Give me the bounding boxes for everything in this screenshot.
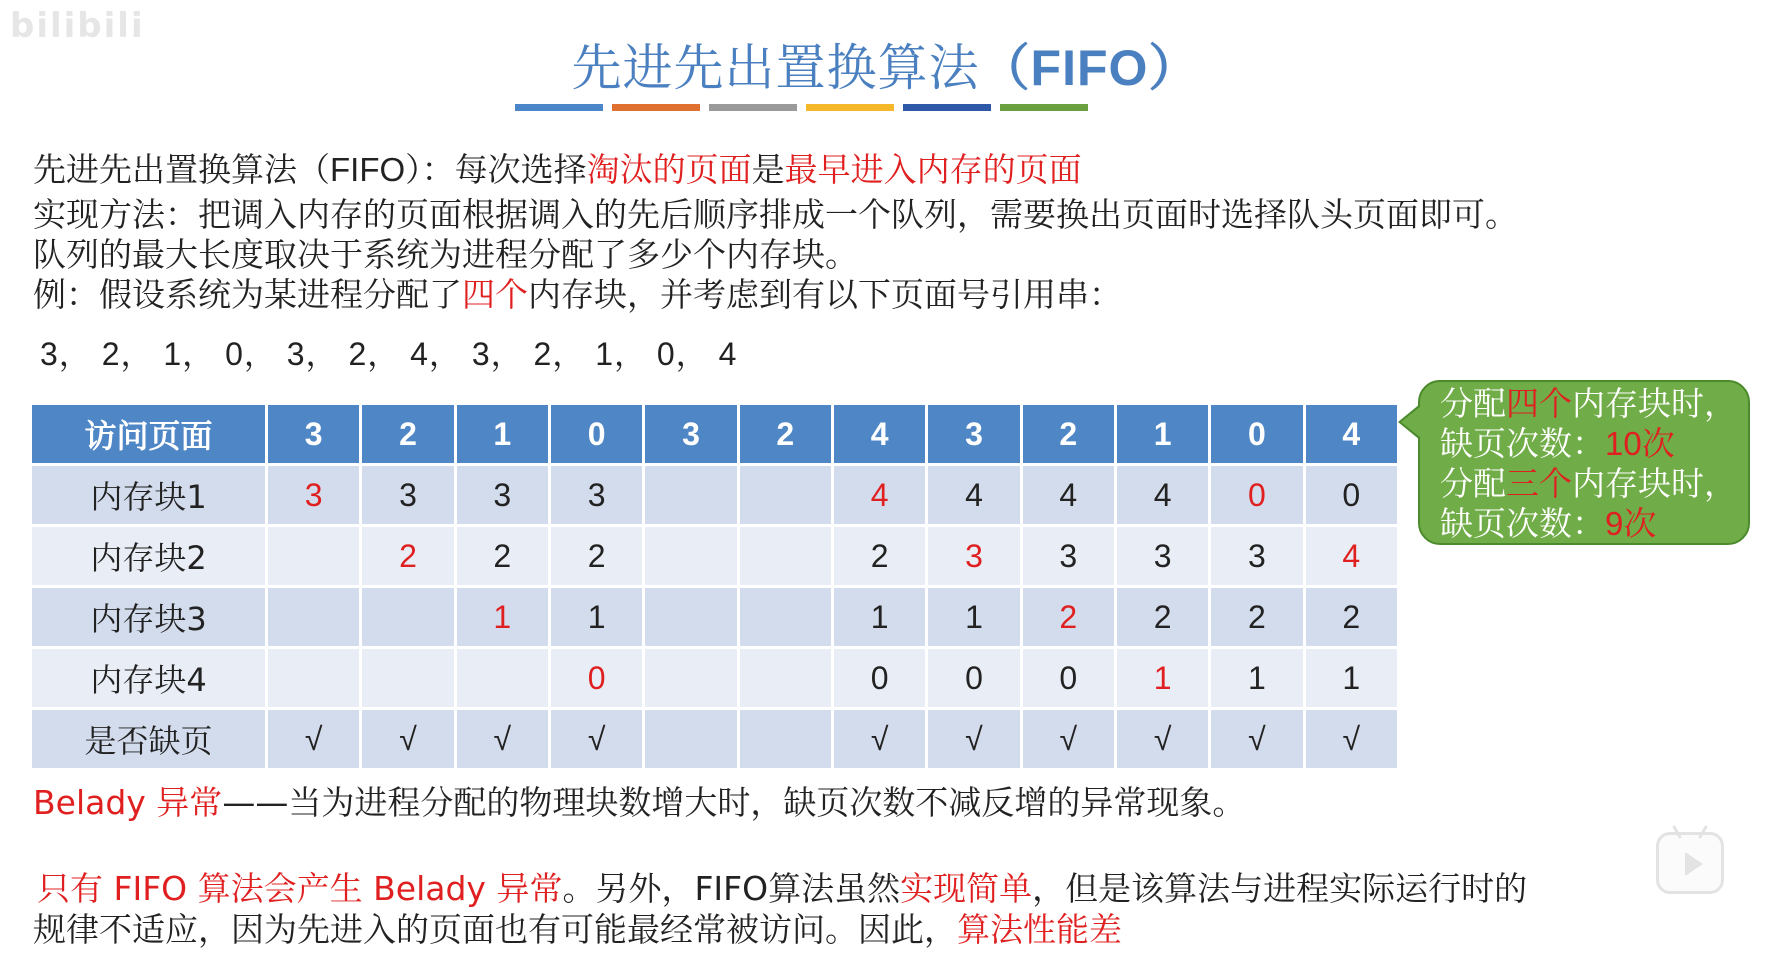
table-cell: 4 — [1021, 465, 1115, 526]
table-cell: 1 — [549, 587, 643, 648]
page-title — [0, 28, 1771, 100]
table-cell: √ — [832, 709, 926, 770]
table-cell: 1 — [1210, 648, 1304, 709]
header-page-8: 3 — [927, 404, 1021, 465]
table-cell — [738, 709, 832, 770]
intro-l1-d: 淘汰的页面 — [586, 150, 752, 189]
conclusion-l1b: 。另外，FIFO算法虽然 — [562, 869, 901, 908]
conclusion-line-1 — [37, 863, 1527, 910]
table-cell: 2 — [1021, 587, 1115, 648]
table-cell: 3 — [549, 465, 643, 526]
table-cell: 2 — [1304, 587, 1398, 648]
table-cell: √ — [1115, 709, 1209, 770]
table-cell — [644, 465, 738, 526]
table-cell: 1 — [455, 587, 549, 648]
table-row — [31, 587, 1399, 648]
callout-l2b: 10次 — [1605, 425, 1675, 462]
header-page-12: 4 — [1304, 404, 1398, 465]
callout-l4a: 缺页次数： — [1440, 504, 1605, 543]
table-cell: 2 — [832, 526, 926, 587]
table-row — [31, 465, 1399, 526]
header-page-10: 1 — [1115, 404, 1209, 465]
table-cell: √ — [267, 709, 361, 770]
color-bar-5 — [903, 104, 991, 111]
table-row — [31, 526, 1399, 587]
header-label: 访问页面 — [31, 404, 267, 465]
belady-desc: ——当为进程分配的物理块数增大时，缺页次数不减反增的异常现象。 — [222, 783, 1246, 822]
header-page-4: 0 — [549, 404, 643, 465]
intro-line-4 — [33, 275, 1122, 315]
table-row — [31, 648, 1399, 709]
row-label: 内存块3 — [31, 587, 267, 648]
color-bar-3 — [709, 104, 797, 111]
table-cell: 3 — [927, 526, 1021, 587]
table-cell — [267, 526, 361, 587]
intro-l1-e: 是 — [751, 150, 785, 189]
header-page-1: 3 — [267, 404, 361, 465]
callout-line-2 — [1440, 424, 1738, 464]
header-page-3: 1 — [455, 404, 549, 465]
title-en: （FIFO） — [979, 40, 1200, 96]
reference-string: 3， 2， 1， 0， 3， 2， 4， 3， 2， 1， 0， 4 — [40, 336, 738, 372]
conclusion-l1d: ，但是该算法与进程实际运行时的 — [1032, 869, 1528, 908]
table-cell: 4 — [832, 465, 926, 526]
table-cell: √ — [1210, 709, 1304, 770]
callout-l1b: 四个 — [1506, 384, 1572, 423]
intro-line-1 — [33, 150, 1082, 190]
table-cell — [361, 648, 455, 709]
intro-line-2: 实现方法：把调入内存的页面根据调入的先后顺序排成一个队列，需要换出页面时选择队头页面即可。 — [33, 195, 1518, 234]
table-cell — [455, 648, 549, 709]
table-cell: 0 — [1304, 465, 1398, 526]
table-cell: 0 — [832, 648, 926, 709]
intro-l4-a: 例：假设系统为某进程分配了 — [33, 275, 462, 314]
title-zh: 先进先出置换算法 — [571, 39, 980, 97]
callout-l4b: 9次 — [1605, 505, 1657, 542]
table-cell: √ — [361, 709, 455, 770]
table-cell — [644, 648, 738, 709]
intro-l1-b: （FIFO） — [297, 151, 422, 188]
table-cell: 3 — [267, 465, 361, 526]
table-cell: 2 — [549, 526, 643, 587]
table-cell — [267, 648, 361, 709]
table-cell: √ — [927, 709, 1021, 770]
table-row — [31, 709, 1399, 770]
table-header-row — [31, 404, 1399, 465]
conclusion-l2b: 算法性能差 — [957, 910, 1122, 949]
conclusion-l1a: 只有 FIFO 算法会产生 Belady 异常 — [37, 869, 563, 908]
table-cell: √ — [549, 709, 643, 770]
callout-l3b: 三个 — [1506, 464, 1572, 503]
header-page-9: 2 — [1021, 404, 1115, 465]
table-cell: √ — [1021, 709, 1115, 770]
table-cell: 4 — [1115, 465, 1209, 526]
header-page-6: 2 — [738, 404, 832, 465]
table-cell: 2 — [1210, 587, 1304, 648]
table-cell: 3 — [455, 465, 549, 526]
table-cell — [738, 648, 832, 709]
fault-count-callout — [1418, 380, 1750, 545]
intro-l4-c: 内存块，并考虑到有以下页面号引用串： — [528, 275, 1122, 314]
callout-pointer — [1398, 404, 1420, 440]
table-cell: 1 — [832, 587, 926, 648]
row-label: 内存块2 — [31, 526, 267, 587]
table-cell — [738, 465, 832, 526]
table-cell: 3 — [1115, 526, 1209, 587]
color-bar-2 — [612, 104, 700, 111]
conclusion-line-2 — [33, 904, 1122, 951]
color-bar-1 — [515, 104, 603, 111]
callout-l3a: 分配 — [1440, 464, 1506, 503]
callout-l1a: 分配 — [1440, 384, 1506, 423]
belady-definition — [33, 777, 1245, 824]
table-cell: √ — [455, 709, 549, 770]
callout-line-3 — [1440, 464, 1738, 504]
title-color-bars — [515, 104, 1088, 111]
table-cell: 4 — [1304, 526, 1398, 587]
color-bar-6 — [1000, 104, 1088, 111]
table-cell: 3 — [1021, 526, 1115, 587]
callout-line-1 — [1440, 384, 1738, 424]
intro-line-3: 队列的最大长度取决于系统为进程分配了多少个内存块。 — [33, 235, 858, 274]
callout-l3c: 内存块时， — [1572, 464, 1737, 503]
table-cell — [644, 587, 738, 648]
table-cell — [361, 587, 455, 648]
conclusion-l2a: 规律不适应，因为先进入的页面也有可能最经常被访问。因此， — [33, 910, 957, 949]
table-cell: 0 — [1021, 648, 1115, 709]
play-icon — [1685, 852, 1703, 876]
table-cell: 2 — [361, 526, 455, 587]
table-cell: 1 — [1304, 648, 1398, 709]
row-label: 是否缺页 — [31, 709, 267, 770]
table-cell: 2 — [455, 526, 549, 587]
header-page-5: 3 — [644, 404, 738, 465]
color-bar-4 — [806, 104, 894, 111]
table-cell — [267, 587, 361, 648]
table-cell: √ — [1304, 709, 1398, 770]
play-button[interactable] — [1656, 832, 1724, 894]
header-page-2: 2 — [361, 404, 455, 465]
table-cell: 2 — [1115, 587, 1209, 648]
table-cell: 0 — [549, 648, 643, 709]
callout-l1c: 内存块时， — [1572, 384, 1737, 423]
table-cell: 0 — [1210, 465, 1304, 526]
table-cell: 0 — [927, 648, 1021, 709]
fifo-table — [29, 402, 1400, 771]
callout-l2a: 缺页次数： — [1440, 424, 1605, 463]
table-cell: 1 — [927, 587, 1021, 648]
table-cell: 4 — [927, 465, 1021, 526]
table-cell — [644, 526, 738, 587]
header-page-11: 0 — [1210, 404, 1304, 465]
intro-l1-a: 先进先出置换算法 — [33, 150, 297, 189]
intro-l1-f: 最早进入内存的页面 — [784, 150, 1082, 189]
table-cell — [738, 526, 832, 587]
row-label: 内存块4 — [31, 648, 267, 709]
callout-line-4 — [1440, 504, 1738, 544]
intro-l1-c: ：每次选择 — [421, 150, 587, 189]
table-cell: 3 — [361, 465, 455, 526]
table-cell — [738, 587, 832, 648]
intro-l4-b: 四个 — [462, 275, 528, 314]
header-page-7: 4 — [832, 404, 926, 465]
row-label: 内存块1 — [31, 465, 267, 526]
table-cell: 1 — [1115, 648, 1209, 709]
table-cell — [644, 709, 738, 770]
table-cell: 3 — [1210, 526, 1304, 587]
belady-term: Belady 异常 — [33, 783, 223, 822]
watermark-logo: bilibili — [10, 6, 145, 46]
conclusion-l1c: 实现简单 — [900, 869, 1033, 908]
